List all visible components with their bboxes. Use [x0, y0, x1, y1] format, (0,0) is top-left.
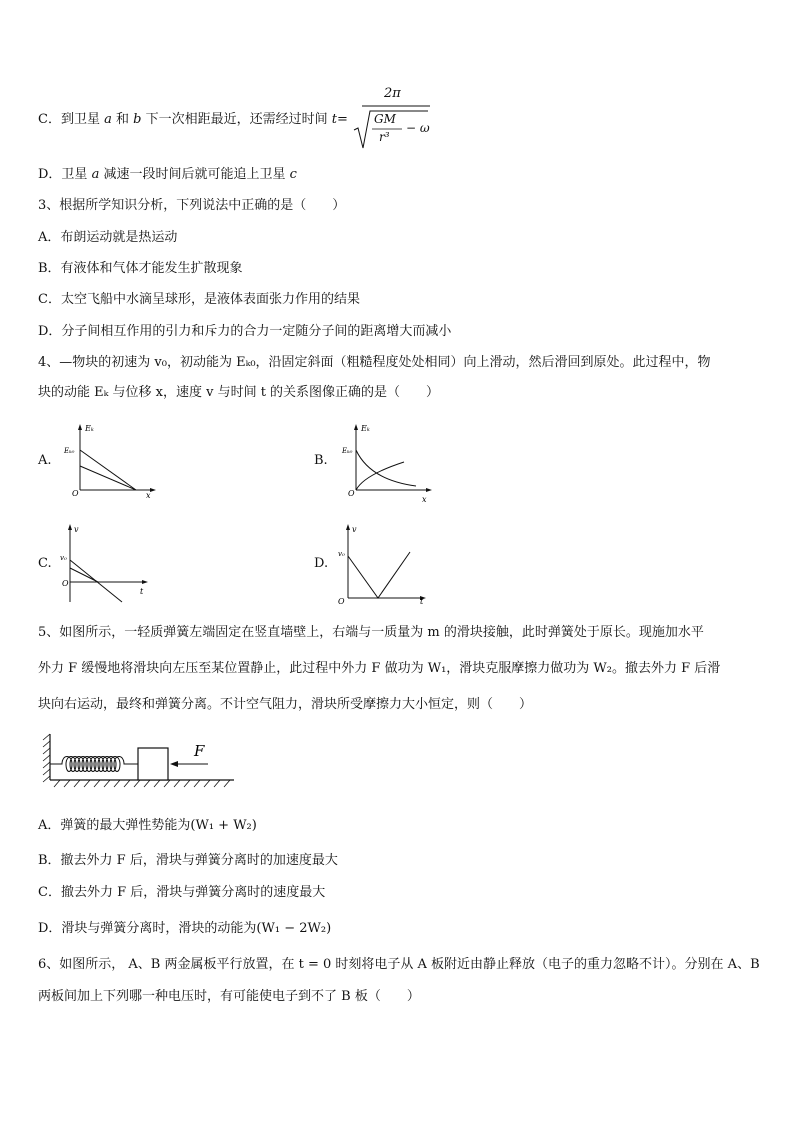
q2-option-d-c: c: [289, 167, 297, 182]
q3-option-b: B．有液体和气体才能发生扩散现象: [38, 261, 243, 276]
q2-option-d-text1: D．卫星: [38, 167, 88, 182]
q4-label-d: D.: [314, 556, 329, 571]
q2-option-d-a: a: [91, 167, 100, 182]
q4-graph-b-xlabel: x: [422, 495, 427, 504]
q5-option-d: D．滑块与弹簧分离时，滑块的动能为(W₁ − 2W₂): [38, 921, 332, 936]
q4-graph-a-y0: Eₖ₀: [64, 447, 75, 455]
q4-graph-c-ylabel: v: [74, 525, 79, 534]
q5-option-c: C．撤去外力 F 后，滑块与弹簧分离时的速度最大: [38, 885, 326, 900]
q4-label-b: B.: [314, 453, 328, 468]
q5-force-label: F: [194, 742, 205, 760]
q4-graph-b-origin: O: [348, 489, 355, 498]
q4-graph-c-y0: v₀: [60, 554, 67, 562]
q6-stem-line2: 两板间加上下列哪一种电压时，有可能使电子到不了 B 板（ ）: [38, 989, 420, 1004]
q3-option-c: C．太空飞船中水滴呈球形，是液体表面张力作用的结果: [38, 292, 360, 307]
q3-option-d: D．分子间相互作用的引力和斥力的合力一定随分子间的距离增大而减小: [38, 324, 452, 339]
q2-formula-minus-omega: − ω: [406, 121, 430, 135]
q2-formula-r3: r³: [379, 130, 390, 144]
q4-graph-d-y0: v₀: [338, 550, 345, 558]
q2-option-c: [38, 108, 348, 127]
q4-graph-b-ylabel: Eₖ: [361, 424, 370, 433]
q5-option-a: A．弹簧的最大弹性势能为(W₁ + W₂): [38, 818, 257, 833]
q4-graph-d: [334, 520, 438, 606]
q4-graph-d-ylabel: v: [352, 525, 357, 534]
q4-stem-line2: 块的动能 Eₖ 与位移 x，速度 v 与时间 t 的关系图像正确的是（ ）: [38, 385, 440, 400]
q6-stem-line1: 6、如图所示， A、B 两金属板平行放置，在 t = 0 时刻将电子从 A 板附近由静止释放（电子的重力忽略不计）。分别在 A、B: [38, 957, 760, 972]
q4-graph-c-origin: O: [62, 579, 69, 588]
q2-option-d-text2: 减速一段时间后就可能追上卫星: [103, 167, 286, 182]
q2-option-d: [38, 166, 297, 184]
q4-graph-a-ylabel: Eₖ: [85, 424, 94, 433]
q3-option-a: A．布朗运动就是热运动: [38, 230, 178, 245]
q2-option-c-a: a: [104, 112, 112, 127]
q2-option-c-t: t=: [331, 112, 348, 127]
q4-graph-a-xlabel: x: [146, 491, 151, 500]
q5-spring-figure: [40, 730, 240, 792]
q2-formula-gm: GM: [374, 112, 396, 126]
q4-label-a: A.: [38, 453, 52, 468]
q2-option-c-text3: 下一次相距最近，还需经过时间: [145, 112, 328, 127]
q5-stem-line3: 块向右运动，最终和弹簧分离。不计空气阻力，滑块所受摩擦力大小恒定，则（ ）: [38, 697, 533, 712]
q5-floor-hatch: [54, 780, 230, 787]
q4-label-c: C.: [38, 556, 52, 571]
q2-formula-numerator: 2π: [384, 86, 401, 101]
q4-graph-d-xlabel: t: [420, 597, 424, 606]
q2-option-c-b: b: [133, 112, 142, 127]
q5-wall-hatch: [43, 734, 50, 782]
q4-graph-b: [336, 420, 436, 506]
q2-formula: [352, 86, 432, 152]
q4-graph-a: [60, 420, 160, 500]
q2-option-c-text2: 和: [116, 112, 130, 127]
q4-graph-b-down-curve: [356, 462, 404, 490]
q4-graph-c-xlabel: t: [140, 587, 144, 596]
q4-graph-c-line2: [70, 568, 98, 582]
q5-spring: [50, 757, 138, 772]
q3-stem: 3、根据所学知识分析，下列说法中正确的是（ ）: [38, 198, 346, 213]
q5-block: [138, 748, 168, 780]
q4-graph-d-vline: [348, 552, 410, 598]
q5-option-b: B．撤去外力 F 后，滑块与弹簧分离时的加速度最大: [38, 853, 338, 868]
q4-stem-line1: 4、—物块的初速为 v₀，初动能为 Eₖ₀，沿固定斜面（粗糙程度处处相同）向上滑动，然后滑回到原处。此过程中，物: [38, 355, 711, 370]
q2-option-c-text1: C．到卫星: [38, 112, 100, 127]
q4-graph-d-origin: O: [338, 597, 345, 606]
q4-graph-b-y0: Eₖ₀: [342, 447, 353, 455]
q4-graph-a-origin: O: [72, 489, 79, 498]
q4-graph-c: [56, 520, 160, 606]
q5-stem-line1: 5、如图所示，一轻质弹簧左端固定在竖直墙壁上，右端与一质量为 m 的滑块接触，此时弹簧处于原长。现施加水平: [38, 625, 704, 640]
q5-stem-line2: 外力 F 缓慢地将滑块向左压至某位置静止，此过程中外力 F 做功为 W₁，滑块克服摩擦力做功为 W₂。撤去外力 F 后滑: [38, 661, 721, 676]
